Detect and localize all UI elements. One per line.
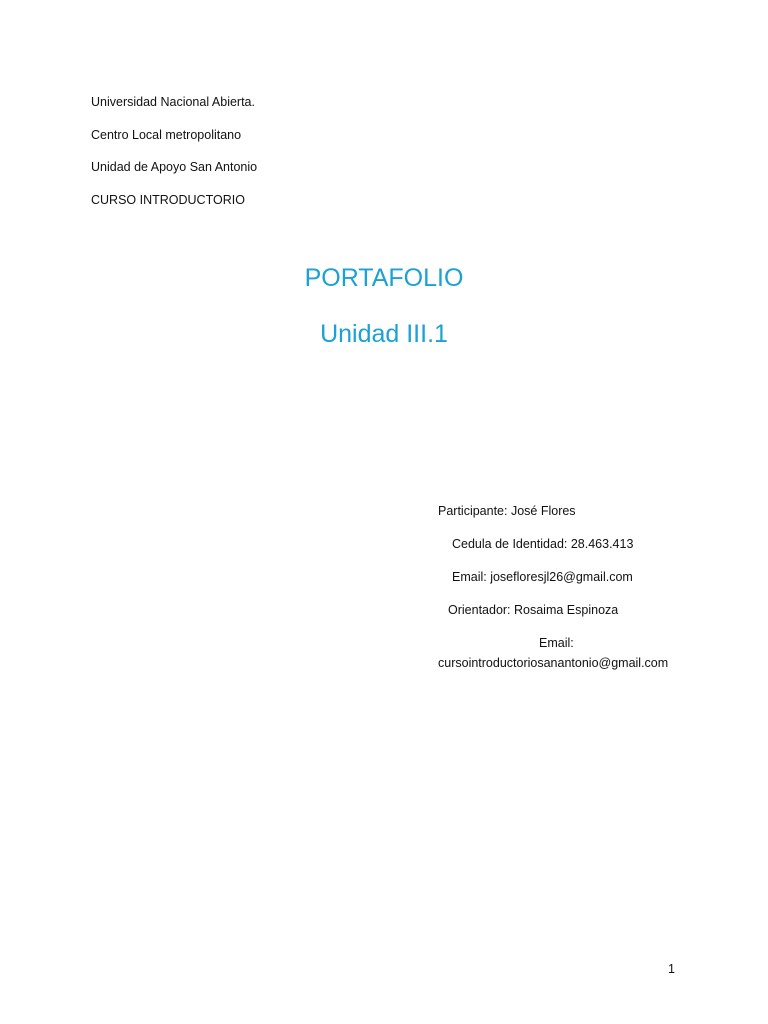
- local-center: Centro Local metropolitano: [91, 127, 242, 142]
- advisor-name: Orientador: Rosaima Espinoza: [448, 603, 619, 617]
- document-title-block: [0, 262, 768, 374]
- document-subtitle: Unidad III.1: [320, 320, 448, 348]
- support-unit: Unidad de Apoyo San Antonio: [91, 160, 258, 174]
- participant-email: Email: josefloresjl26@gmail.com: [452, 570, 633, 584]
- document-title: PORTAFOLIO: [304, 264, 464, 292]
- advisor-email: cursointroductoriosanantonio@gmail.com: [438, 656, 669, 670]
- institution-header: [91, 94, 491, 224]
- participant-id: Cedula de Identidad: 28.463.413: [452, 537, 634, 551]
- course-name: CURSO INTRODUCTORIO: [91, 192, 245, 207]
- page-number: 1: [668, 962, 675, 976]
- advisor-email-label: Email:: [539, 636, 574, 650]
- participant-name: Participante: José Flores: [438, 504, 576, 518]
- university-name: Universidad Nacional Abierta.: [91, 95, 255, 109]
